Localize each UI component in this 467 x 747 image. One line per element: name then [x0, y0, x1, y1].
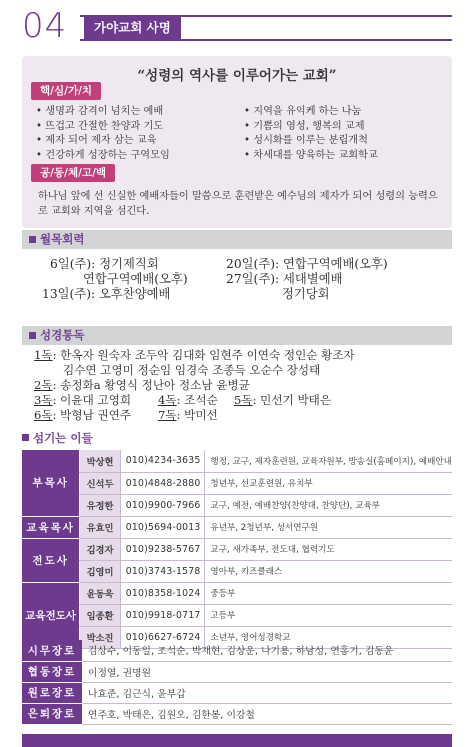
square-bullet-icon	[29, 236, 36, 243]
core-value-item: • 제자 되어 제자 삼는 교육	[36, 134, 170, 149]
elder-role: 은퇴장로	[22, 703, 82, 724]
staff-phone: 010)9918-0717	[120, 604, 205, 626]
elder-role: 협동장로	[22, 661, 82, 682]
reading-count-label: 1독	[34, 348, 53, 362]
table-row	[22, 560, 452, 582]
reading-count-label: 5독	[234, 393, 253, 407]
core-value-item: • 생명과 감격이 넘치는 예배	[36, 105, 170, 120]
role-cell: 교육목사	[22, 516, 80, 538]
table-row	[22, 582, 452, 604]
staff-name: 윤동욱	[80, 582, 121, 604]
core-values-box	[22, 56, 452, 228]
church-motto: “성령의 역사를 이루어가는 교회”	[137, 68, 337, 84]
staff-phone: 010)3743-1578	[120, 560, 205, 582]
square-bullet-icon	[22, 434, 29, 441]
staff-phone: 010)9900-7966	[120, 494, 205, 516]
bible-readers-line	[34, 378, 250, 393]
monthly-heading-bar	[22, 230, 452, 249]
staff-duty: 행정, 교구, 제자훈련원, 교육자원부, 방송실(홈페이지), 예배안내	[205, 450, 452, 472]
reading-count-label: 6독	[34, 408, 53, 422]
staff-name: 신석두	[80, 472, 121, 494]
bible-heading: 성경통독	[40, 328, 85, 342]
readers-list: : 이윤대 고영희	[52, 393, 132, 407]
staff-duty: 중등부	[205, 582, 452, 604]
staff-name: 박소진	[80, 626, 121, 648]
elder-list: 연주호, 박태은, 김원오, 김한봉, 이강철	[82, 703, 452, 724]
elder-role: 시무장로	[22, 640, 82, 661]
core-value-item: • 기쁨의 영성, 행복의 교제	[244, 120, 378, 135]
footer-bar	[22, 734, 452, 747]
staff-phone: 010)4848-2880	[120, 472, 205, 494]
core-value-item: • 차세대를 양육하는 교회학교	[244, 149, 378, 164]
role-cell: 부목사	[22, 450, 80, 516]
core-values-right-list	[244, 105, 378, 163]
staff-duty: 교구, 새가족부, 전도대, 협력기도	[205, 538, 452, 560]
staff-phone: 010)8358-1024	[120, 582, 205, 604]
table-row	[22, 450, 452, 472]
bible-readers-line	[34, 348, 355, 363]
readers-list: : 박형남 권연주	[52, 408, 132, 422]
table-row	[22, 640, 452, 661]
staff-duty: 청년부, 선교훈련원, 유치부	[205, 472, 452, 494]
staff-name: 임종환	[80, 604, 121, 626]
section-number: 04	[22, 6, 68, 46]
community-confession-tag: 공/동/체/고/백	[31, 164, 115, 182]
elder-list: 이정열, 권명원	[82, 661, 452, 682]
meeting-line: 13일(주): 오후찬양예배	[42, 287, 171, 301]
reading-count-label: 7독	[158, 408, 177, 422]
meeting-line: 20일(주): 연합구역예배(오후)	[226, 257, 388, 271]
staff-name: 박상현	[80, 450, 121, 472]
readers-list: : 한옥자 원숙자 조두악 김대화 임현주 이연숙 정인순 황조자	[52, 348, 355, 362]
elders-table	[22, 640, 452, 725]
bible-heading-bar	[22, 326, 452, 345]
reading-count-label: 2독	[34, 378, 53, 392]
readers-list: : 송정화a 황영식 정난아 정소남 윤병균	[52, 378, 250, 392]
staff-phone: 010)4234-3635	[120, 450, 205, 472]
bible-readers-line	[34, 393, 131, 408]
staff-duty: 고등부	[205, 604, 452, 626]
table-row	[22, 516, 452, 538]
elder-list: 김상수, 이동일, 조석순, 박재현, 김상운, 나기용, 하남성, 연홍기, 김동윤	[82, 640, 452, 661]
meeting-line: 정기당회	[282, 287, 330, 301]
core-value-item: • 뜨겁고 간절한 찬양과 기도	[36, 120, 170, 135]
meeting-line: 연합구역예배(오후)	[83, 272, 188, 286]
reading-count-label: 4독	[158, 393, 177, 407]
staff-phone: 010)5694-0013	[120, 516, 205, 538]
staff-duty: 영아부, 키즈클래스	[205, 560, 452, 582]
staff-name: 유정한	[80, 494, 121, 516]
bible-readers-line	[158, 408, 218, 423]
staff-duty: 소년부, 영어성경학교	[205, 626, 452, 648]
table-row	[22, 703, 452, 724]
bible-readers-line	[158, 393, 218, 408]
core-value-item: • 지역을 유익케 하는 나눔	[244, 105, 378, 120]
staff-heading	[22, 429, 93, 448]
elder-role: 원로장로	[22, 682, 82, 703]
table-row	[22, 538, 452, 560]
readers-list: : 민선기 박태은	[252, 393, 332, 407]
monthly-heading: 월목회력	[40, 232, 85, 246]
section-header	[22, 6, 452, 46]
bible-readers-line	[234, 393, 331, 408]
section-title: 가야교회 사명	[84, 17, 181, 39]
table-row	[22, 472, 452, 494]
table-row	[22, 682, 452, 703]
meeting-line: 6일(주): 정기제직회	[50, 257, 159, 271]
table-row	[22, 494, 452, 516]
core-value-item: • 건강하게 성장하는 구역모임	[36, 149, 170, 164]
readers-list: : 조석순	[176, 393, 218, 407]
staff-duty: 교구, 예전, 예배찬양(찬양대, 찬양단), 교육부	[205, 494, 452, 516]
reading-count-label: 3독	[34, 393, 53, 407]
bible-readers-line: 김수연 고영미 정순임 임경숙 조종득 오순수 장성태	[63, 363, 321, 377]
staff-duty: 유년부, 2청년부, 성서연구원	[205, 516, 452, 538]
staff-phone: 010)6627-6724	[120, 626, 205, 648]
community-confession-text: 하나님 앞에 선 신실한 예배자들이 말씀으로 훈련받은 예수님의 제자가 되어 성령의 능력으로 교회와 지역을 섬긴다.	[38, 191, 438, 217]
core-values-tag: 핵/심/가/치	[31, 82, 101, 100]
bible-readers-line	[34, 408, 131, 423]
staff-heading-label: 섬기는 이들	[33, 431, 93, 445]
staff-name: 김영미	[80, 560, 121, 582]
staff-phone: 010)9238-5767	[120, 538, 205, 560]
role-cell: 전도사	[22, 538, 80, 582]
elder-list: 나효준, 김근식, 윤부갑	[82, 682, 452, 703]
readers-list: : 박미선	[176, 408, 218, 422]
staff-name: 김경자	[80, 538, 121, 560]
table-row	[22, 604, 452, 626]
role-cell: 교육전도사	[22, 582, 80, 648]
staff-name: 유효민	[80, 516, 121, 538]
core-values-left-list	[36, 105, 170, 163]
meeting-line: 27일(주): 세대별예배	[226, 272, 343, 286]
staff-table	[22, 450, 452, 649]
square-bullet-icon	[29, 332, 36, 339]
table-row	[22, 661, 452, 682]
core-value-item: • 성시화를 이루는 분립개척	[244, 134, 378, 149]
